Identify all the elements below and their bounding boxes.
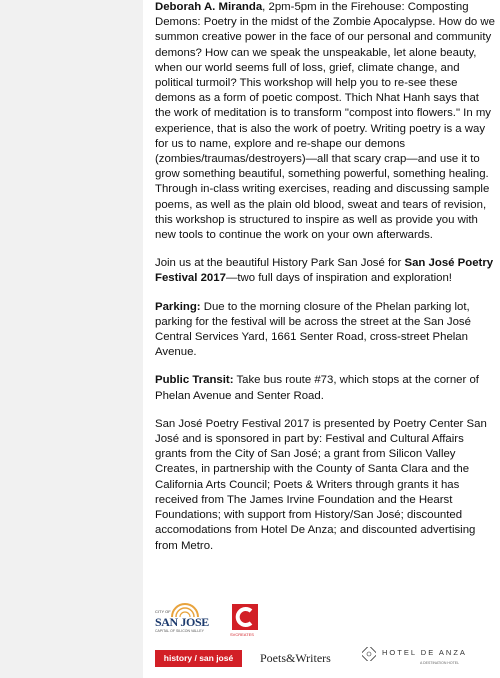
invite-text: Join us at the beautiful History Park San José for — [155, 257, 405, 270]
sv-creates-logo[interactable] — [230, 604, 262, 640]
history-san-jose-logo[interactable]: history / san josé — [155, 650, 242, 667]
parking-label: Parking: — [155, 300, 201, 313]
transit-label: Public Transit: — [155, 374, 234, 387]
sj-tagline: CAPITAL OF SILICON VALLEY — [155, 629, 204, 633]
sv-creates-label: SVCREATES — [230, 632, 254, 637]
parking-text: Due to the morning closure of the Phelan parking lot, parking for the festival will be across the street at the San José Central Services Yard, 1661 Senter Road, cross-street Phelan Avenue. — [155, 300, 471, 359]
invite-paragraph — [155, 256, 497, 286]
invite-text-end: —two full days of inspiration and exploration! — [225, 272, 452, 285]
presenter-name: Deborah A. Miranda — [155, 1, 263, 13]
hotel-subtitle: A DESTINATION HOTEL — [420, 661, 460, 665]
sj-name: SAN JOSE — [155, 615, 209, 629]
email-body — [155, 0, 497, 567]
hotel-de-anza-logo[interactable] — [362, 644, 492, 672]
san-jose-logo[interactable] — [155, 603, 211, 635]
email-page — [143, 0, 500, 678]
sponsor-logos — [155, 598, 495, 678]
sv-creates-mark-icon — [232, 604, 258, 630]
hotel-crest-icon — [362, 647, 376, 661]
transit-paragraph — [155, 373, 497, 403]
sponsors-paragraph: San José Poetry Festival 2017 is presented by Poetry Center San José and is sponsored in part by: Festival and Cultural Affairs grants from the City of San José; a grant from Silicon Valley Creates, in partnership with the County of Santa Clara and the California Arts Council; Poets & Writers through grants it has received from The James Irvine Foundation and the Hearst Foundations; with support from History/San José; discounted accomodations from Hotel De Anza; and discounted advertising from Metro. — [155, 417, 487, 552]
workshop-description: , 2pm-5pm in the Firehouse: Composting Demons: Poetry in the midst of the Zombie Apocalypse. How do we summon creative power in the face of our personal and community demons? How can we speak the unspeakable, let alone beauty, when our world seems full of loss, grief, climate change, and political turmoil? This workshop will help you to re-see these demons as a form of poetic compost. Thich Nhat Hanh says that the work of meditation is to transform "compost into flowers." In my experience, that is also the work of poetry. Writing poetry is a way for us to name, explore and re-shape our demons (zombies/traumas/destroyers)—all that scary crap—and use it to grow something beautiful, something powerful, something healing. Through in-class writing exercises, reading and discussing sample poems, as well as the plain old blood, sweat and tears of revision, this workshop is structured to inspire as well as provide you with new tools to continue the work on your own afterwards. — [155, 1, 495, 242]
sj-city-of: CITY OF — [155, 609, 171, 614]
hotel-name: HOTEL DE ANZA — [382, 648, 467, 657]
festival-name: San José Poetry Festival 2017 — [155, 257, 494, 285]
parking-paragraph — [155, 300, 497, 361]
transit-text: Take bus route #73, which stops at the corner of Phelan Avenue and Senter Road. — [155, 374, 479, 402]
poets-writers-logo[interactable]: Poets&Writers — [260, 651, 331, 665]
workshop-paragraph — [155, 0, 497, 243]
